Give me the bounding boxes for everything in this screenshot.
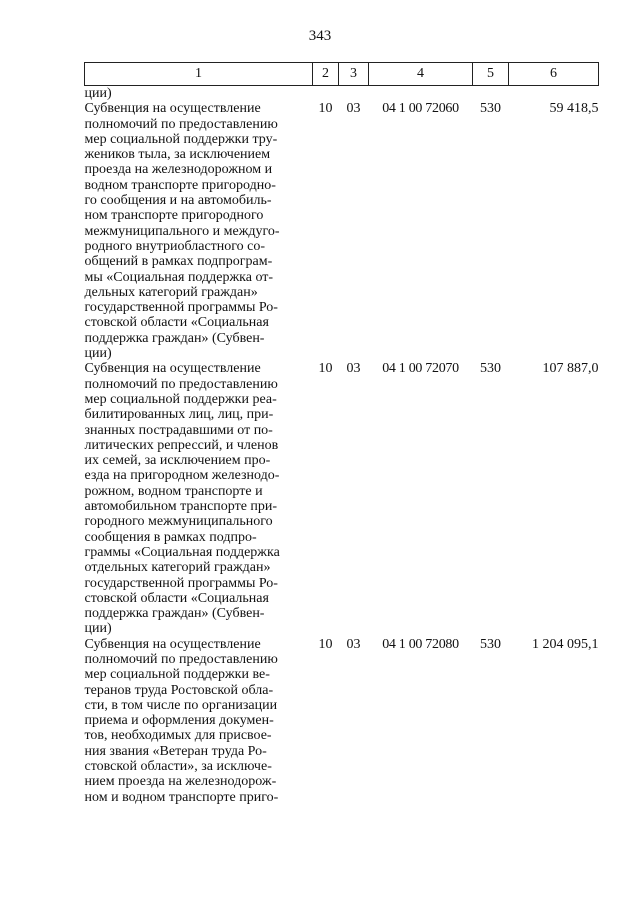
row-name-line: теранов труда Ростовской обла-: [84, 682, 274, 698]
row-name-line: дельных категорий граждан»: [84, 284, 258, 300]
row-subsection: 03: [346, 101, 361, 117]
row-name-line: Субвенция на осуществление: [84, 636, 261, 652]
row-name-line: рожном, водном транспорте и: [84, 483, 263, 499]
row-name-line: межмуниципального и междуго-: [84, 223, 280, 239]
row-name-line: мер социальной поддержки ве-: [84, 667, 270, 683]
header-col-5: 5: [473, 63, 509, 86]
header-col-6: 6: [509, 63, 599, 86]
row-name-line: государственной программы Ро-: [84, 300, 278, 316]
row-name-line: стовской области «Социальная: [84, 315, 269, 331]
row-name-line: граммы «Социальная поддержка: [84, 544, 280, 560]
row-name-line: го сообщения и на автомобиль-: [84, 193, 272, 209]
row-name-line: знанных пострадавшими от по-: [84, 422, 273, 438]
row-amount: 59 418,5: [549, 101, 599, 117]
budget-table: [84, 62, 599, 805]
row-name-line: Субвенция на осуществление: [84, 101, 261, 117]
row-target-code: 04 1 00 72060: [382, 101, 459, 117]
row-name-line: приема и оформления докумен-: [84, 713, 274, 729]
row-expense-type: 530: [480, 361, 501, 377]
table-header-row: [85, 63, 599, 86]
table-body: [85, 86, 599, 805]
continuation-row: [85, 86, 599, 102]
row-section: 10: [318, 361, 333, 377]
header-col-4: 4: [369, 63, 473, 86]
row-name: [85, 101, 313, 361]
header-col-2: 2: [313, 63, 339, 86]
row-name: [85, 361, 313, 636]
row-name-line: ции): [84, 621, 112, 637]
row-section: 10: [318, 636, 333, 652]
row-name-line: мы «Социальная поддержка от-: [84, 269, 274, 285]
table-row: [85, 361, 599, 636]
row-target-code: 04 1 00 72080: [382, 636, 459, 652]
row-name-line: автомобильном транспорте при-: [84, 499, 278, 515]
row-name-line: государственной программы Ро-: [84, 575, 278, 591]
table-row: [85, 637, 599, 805]
row-name-line: поддержка граждан» (Субвен-: [84, 606, 265, 622]
row-subsection: 03: [346, 636, 361, 652]
row-name-line: проезда на железнодорожном и: [84, 162, 273, 178]
row-name-line: литических репрессий, и членов: [84, 437, 279, 453]
row-name-line: тов, необходимых для присвое-: [84, 728, 272, 744]
row-name-line: водном транспорте пригородно-: [84, 177, 276, 193]
row-name-line: стовской области», за исключе-: [84, 759, 272, 775]
row-name-line: стовской области «Социальная: [84, 590, 269, 606]
row-name-line: полномочий по предоставлению: [84, 651, 278, 667]
row-name-line: ния звания «Ветеран труда Ро-: [84, 743, 267, 759]
row-name-line: сообщения в рамках подпро-: [84, 529, 257, 545]
row-name-line: городного межмуниципального: [84, 514, 273, 530]
header-col-3: 3: [339, 63, 369, 86]
row-name-line: билитированных лиц, лиц, при-: [84, 407, 274, 423]
row-name-line: полномочий по предоставлению: [84, 376, 278, 392]
continuation-text: ции): [84, 86, 112, 101]
row-section: 10: [318, 101, 333, 117]
row-name-line: Субвенция на осуществление: [84, 361, 261, 377]
row-name: [85, 637, 313, 805]
row-name-line: поддержка граждан» (Субвен-: [84, 330, 265, 346]
row-expense-type: 530: [480, 101, 501, 117]
row-name-line: полномочий по предоставлению: [84, 116, 278, 132]
row-name-line: ции): [84, 346, 112, 362]
table-row: [85, 101, 599, 361]
row-amount: 107 887,0: [542, 361, 599, 377]
row-name-line: общений в рамках подпрограм-: [84, 254, 273, 270]
row-name-line: ном и водном транспорте приго-: [84, 789, 279, 805]
header-col-1: 1: [85, 63, 313, 86]
row-name-line: сти, в том числе по организации: [84, 697, 278, 713]
row-name-line: нием проезда на железнодорож-: [84, 774, 277, 790]
row-name-line: езда на пригородном железнодо-: [84, 468, 280, 484]
row-name-line: их семей, за исключением про-: [84, 453, 271, 469]
row-name-line: жеников тыла, за исключением: [84, 147, 271, 163]
row-amount: 1 204 095,1: [532, 636, 599, 652]
row-name-line: мер социальной поддержки тру-: [84, 131, 278, 147]
row-name-line: отдельных категорий граждан»: [84, 560, 271, 576]
row-subsection: 03: [346, 361, 361, 377]
page-number: 343: [308, 28, 332, 44]
row-expense-type: 530: [480, 636, 501, 652]
row-target-code: 04 1 00 72070: [382, 361, 459, 377]
row-name-line: родного внутриобластного со-: [84, 238, 266, 254]
row-name-line: ном транспорте пригородного: [84, 208, 264, 224]
row-name-line: мер социальной поддержки реа-: [84, 391, 277, 407]
